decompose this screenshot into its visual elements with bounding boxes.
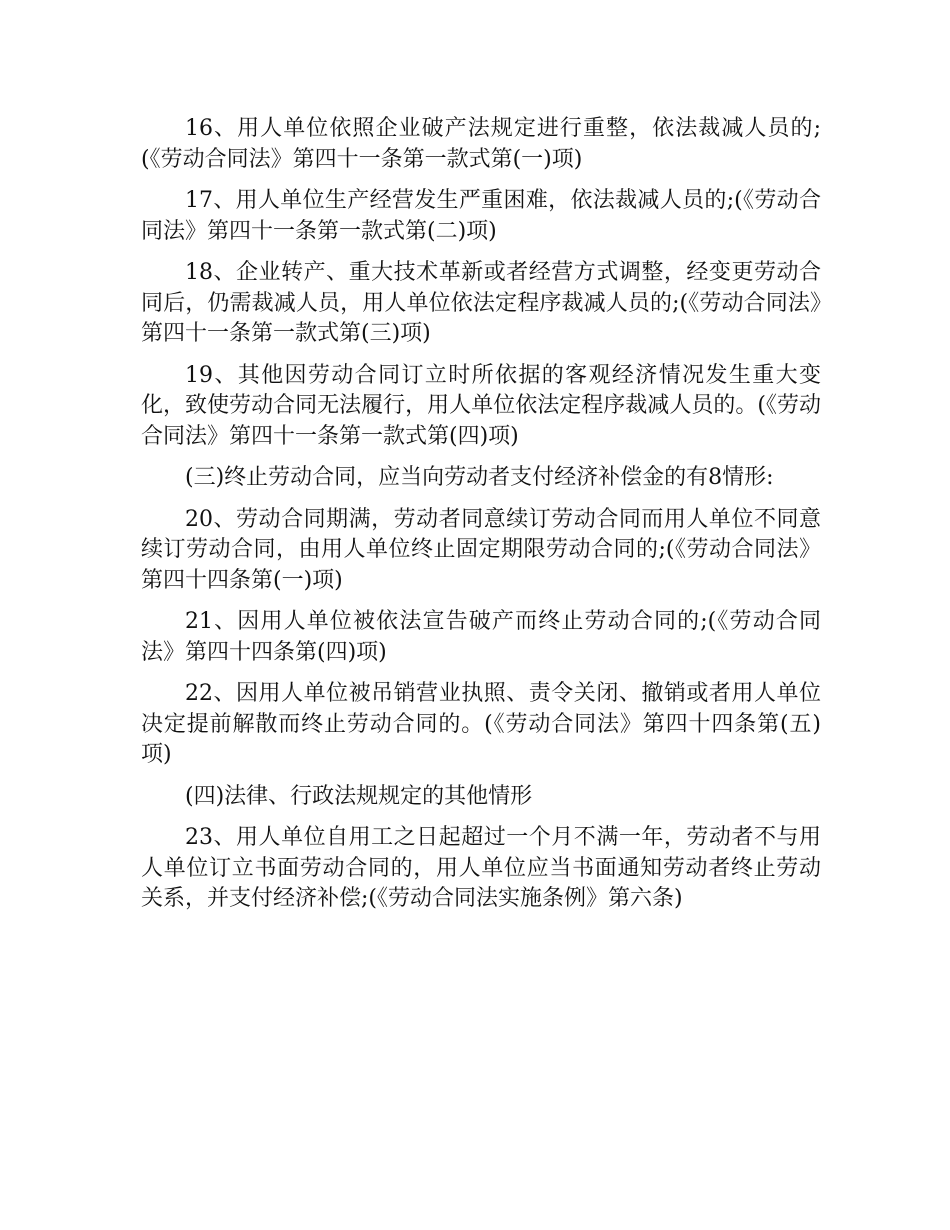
- document-page: [141, 114, 821, 926]
- paragraph-21: 21、因用人单位被依法宣告破产而终止劳动合同的;(《劳动合同法》第四十四条第(四)项): [141, 609, 821, 665]
- paragraph-23: 23、用人单位自用工之日起超过一个月不满一年，劳动者不与用人单位订立书面劳动合同的，用人单位应当书面通知劳动者终止劳动关系，并支付经济补偿;(《劳动合同法实施条例》第六条): [141, 825, 821, 911]
- paragraph-16: 16、用人单位依照企业破产法规定进行重整，依法裁减人员的;(《劳动合同法》第四十一条第一款式第(一)项): [141, 116, 821, 172]
- paragraph-17: 17、用人单位生产经营发生严重困难，依法裁减人员的;(《劳动合同法》第四十一条第一款式第(二)项): [141, 188, 821, 244]
- section-heading-3: (三)终止劳动合同，应当向劳动者支付经济补偿金的有8情形:: [185, 465, 774, 490]
- section-heading-4: (四)法律、行政法规规定的其他情形: [185, 783, 533, 809]
- paragraph-20: 20、劳动合同期满，劳动者同意续订劳动合同而用人单位不同意续订劳动合同，由用人单位终止固定期限劳动合同的;(《劳动合同法》第四十四条第(一)项): [141, 506, 821, 593]
- paragraph-19: 19、其他因劳动合同订立时所依据的客观经济情况发生重大变化，致使劳动合同无法履行，用人单位依法定程序裁减人员的。(《劳动合同法》第四十一条第一款式第(四)项): [141, 362, 821, 449]
- paragraph-18: 18、企业转产、重大技术革新或者经营方式调整，经变更劳动合同后，仍需裁减人员，用人单位依法定程序裁减人员的;(《劳动合同法》第四十一条第一款式第(三)项): [141, 260, 821, 346]
- paragraph-22: 22、因用人单位被吊销营业执照、责令关闭、撤销或者用人单位决定提前解散而终止劳动合同的。(《劳动合同法》第四十四条第(五)项): [141, 681, 821, 767]
